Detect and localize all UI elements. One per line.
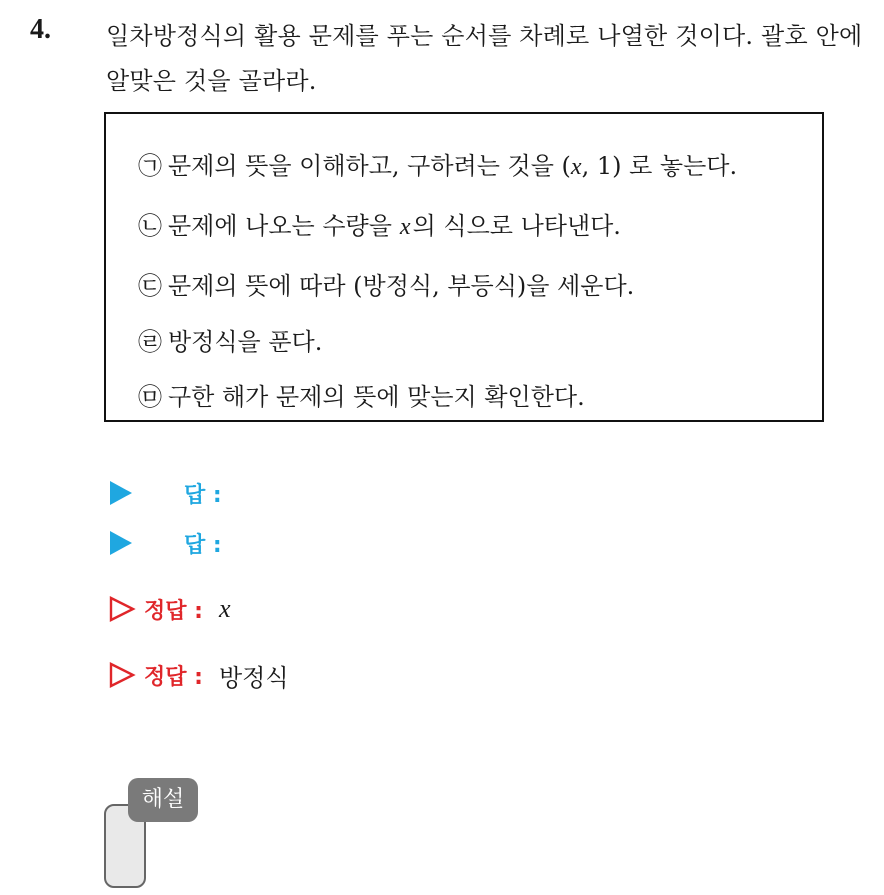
step-1-marker: ㉠ — [138, 152, 162, 180]
play-triangle-icon — [110, 531, 132, 555]
answer-label: 답 : — [184, 482, 222, 508]
step-3 — [138, 271, 634, 301]
answer-row-2 — [108, 523, 222, 563]
answer-row-1 — [108, 473, 222, 513]
step-1-variable: x — [570, 154, 582, 180]
steps-box — [104, 112, 824, 422]
step-4-text: 방정식을 푼다. — [168, 328, 323, 356]
step-2-text-before: 문제에 나오는 수량을 — [168, 212, 392, 240]
step-3-text: 문제의 뜻에 따라 (방정식, 부등식)을 세운다. — [168, 272, 635, 300]
step-5-text: 구한 해가 문제의 뜻에 맞는지 확인한다. — [168, 383, 585, 411]
correct-answer-value: x — [218, 594, 231, 623]
play-triangle-icon — [110, 481, 132, 505]
question-number: 4. — [30, 14, 51, 45]
step-5 — [138, 382, 585, 412]
step-4-marker: ㉣ — [138, 328, 162, 356]
step-2-variable: x — [399, 214, 411, 240]
explanation-tab[interactable]: 해설 — [128, 778, 198, 822]
correct-answer-label: 정답 : — [144, 598, 203, 624]
correct-answer-label: 정답 : — [144, 664, 203, 690]
step-4 — [138, 327, 322, 357]
correct-answer-row-1 — [108, 589, 231, 629]
step-1-text-before: 문제의 뜻을 이해하고, 구하려는 것을 ( — [168, 152, 571, 180]
step-1-text-after: , 1) 로 놓는다. — [581, 152, 738, 180]
outline-triangle-icon — [108, 661, 136, 689]
step-2-text-after: 의 식으로 나타낸다. — [412, 212, 621, 240]
step-2-marker: ㉡ — [138, 212, 162, 240]
question-text: 일차방정식의 활용 문제를 푸는 순서를 차례로 나열한 것이다. 괄호 안에 알맞은 것을 골라라. — [106, 22, 863, 95]
correct-answer-value: 방정식 — [218, 663, 289, 692]
correct-answer-row-2 — [108, 655, 289, 695]
outline-triangle-icon — [108, 595, 136, 623]
step-2 — [138, 211, 621, 242]
step-3-marker: ㉢ — [138, 272, 162, 300]
answer-label: 답 : — [184, 532, 222, 558]
step-5-marker: ㉤ — [138, 383, 162, 411]
step-1 — [138, 151, 737, 182]
